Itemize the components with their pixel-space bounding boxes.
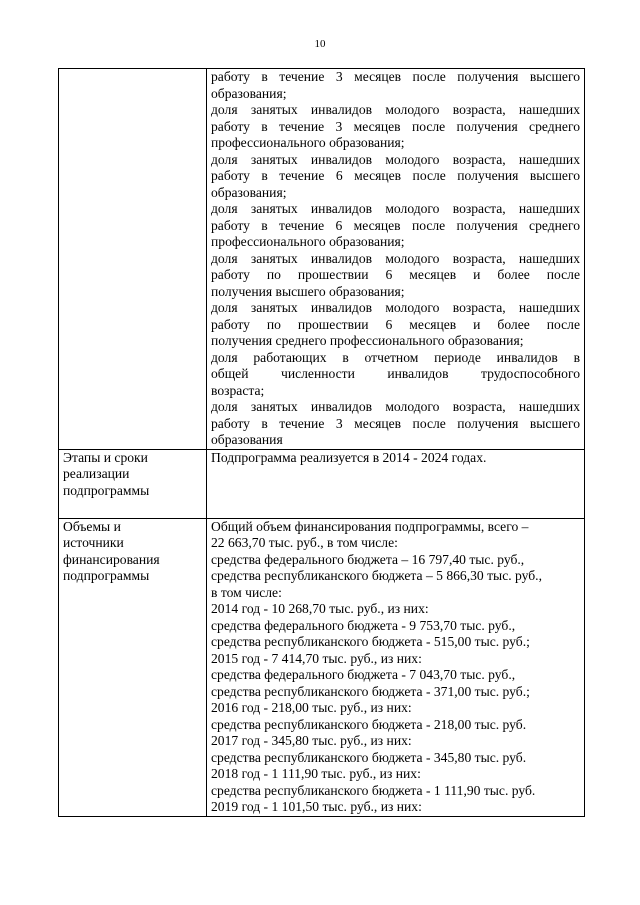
table-row-indicators <box>59 69 585 450</box>
content-line: средства республиканского бюджета - 515,00 тыс. руб.; <box>211 634 530 649</box>
row-label-line: финансирования <box>63 551 160 567</box>
content-line: средства республиканского бюджета – 5 866,30 тыс. руб., <box>211 568 542 583</box>
content-line: 2019 год - 1 101,50 тыс. руб., из них: <box>211 799 422 814</box>
content-line: работу в течение 3 месяцев после получения высшего <box>211 69 580 84</box>
content-line: доля занятых инвалидов молодого возраста, нашедших <box>211 151 580 167</box>
content-line: 22 663,70 тыс. руб., в том числе: <box>211 535 398 550</box>
content-line: образования; <box>211 184 287 200</box>
row-label-line: источники <box>63 535 124 550</box>
content-line: 2015 год - 7 414,70 тыс. руб., из них: <box>211 650 422 666</box>
content-line: в том числе: <box>211 584 282 600</box>
content-line: Подпрограмма реализуется в 2014 - 2024 годах. <box>211 449 487 465</box>
row-label-line: реализации <box>63 466 130 481</box>
row-label-cell <box>59 69 207 450</box>
row-content-cell <box>207 449 585 518</box>
content-line: работу в течение 3 месяцев после получения среднего <box>211 118 580 134</box>
content-line: профессионального образования; <box>211 234 405 249</box>
table-body <box>59 69 585 817</box>
row-label-line: подпрограммы <box>63 568 150 583</box>
content-line: работу в течение 6 месяцев после получения среднего <box>211 217 580 233</box>
content-line: доля работающих в отчетном периоде инвалидов в <box>211 349 580 365</box>
content-line: доля занятых инвалидов молодого возраста, нашедших <box>211 201 580 216</box>
content-line: доля занятых инвалидов молодого возраста, нашедших <box>211 250 580 266</box>
content-line: средства федерального бюджета – 16 797,40 тыс. руб., <box>211 551 525 567</box>
row-label-line: Этапы и сроки <box>63 449 148 465</box>
content-line: получения высшего образования; <box>211 283 405 299</box>
content-line: общей численности инвалидов трудоспособного <box>211 366 580 381</box>
row-content-cell <box>207 518 585 816</box>
content-line: доля занятых инвалидов молодого возраста, нашедших <box>211 300 580 315</box>
content-line: доля занятых инвалидов молодого возраста, нашедших <box>211 102 580 117</box>
content-line: доля занятых инвалидов молодого возраста, нашедших <box>211 399 580 414</box>
content-line: средства республиканского бюджета - 1 111,90 тыс. руб. <box>211 782 536 798</box>
row-label-cell <box>59 518 207 816</box>
content-line: профессионального образования; <box>211 135 405 150</box>
content-line: средства республиканского бюджета - 218,00 тыс. руб. <box>211 716 527 732</box>
table-row-stages-terms <box>59 449 585 518</box>
row-content-cell <box>207 69 585 450</box>
content-line: работу по прошествии 6 месяцев и более после <box>211 316 580 332</box>
table-row-funding <box>59 518 585 816</box>
content-line: образования <box>211 432 283 447</box>
content-line: средства республиканского бюджета - 371,00 тыс. руб.; <box>211 683 530 699</box>
subprogram-passport-table <box>58 68 585 817</box>
content-line: Общий объем финансирования подпрограммы, всего – <box>211 518 529 534</box>
row-label-line: Объемы и <box>63 518 121 534</box>
content-line: образования; <box>211 85 287 101</box>
row-label-cell <box>59 449 207 518</box>
content-line: возраста; <box>211 382 265 398</box>
content-line: 2018 год - 1 111,90 тыс. руб., из них: <box>211 766 421 781</box>
content-line: работу в течение 3 месяцев после получения высшего <box>211 415 580 431</box>
content-line: средства республиканского бюджета - 345,80 тыс. руб. <box>211 749 527 765</box>
page-number: 10 <box>314 38 326 50</box>
content-line: работу по прошествии 6 месяцев и более после <box>211 267 580 282</box>
content-line: 2014 год - 10 268,70 тыс. руб., из них: <box>211 601 429 616</box>
content-line: 2017 год - 345,80 тыс. руб., из них: <box>211 733 412 748</box>
content-line: 2016 год - 218,00 тыс. руб., из них: <box>211 700 412 715</box>
content-line: работу в течение 6 месяцев после получения высшего <box>211 168 580 183</box>
content-line: средства федерального бюджета - 7 043,70 тыс. руб., <box>211 667 516 682</box>
content-line: средства федерального бюджета - 9 753,70 тыс. руб., <box>211 617 516 633</box>
row-label-line: подпрограммы <box>63 482 150 498</box>
content-line: получения среднего профессионального образования; <box>211 333 524 348</box>
